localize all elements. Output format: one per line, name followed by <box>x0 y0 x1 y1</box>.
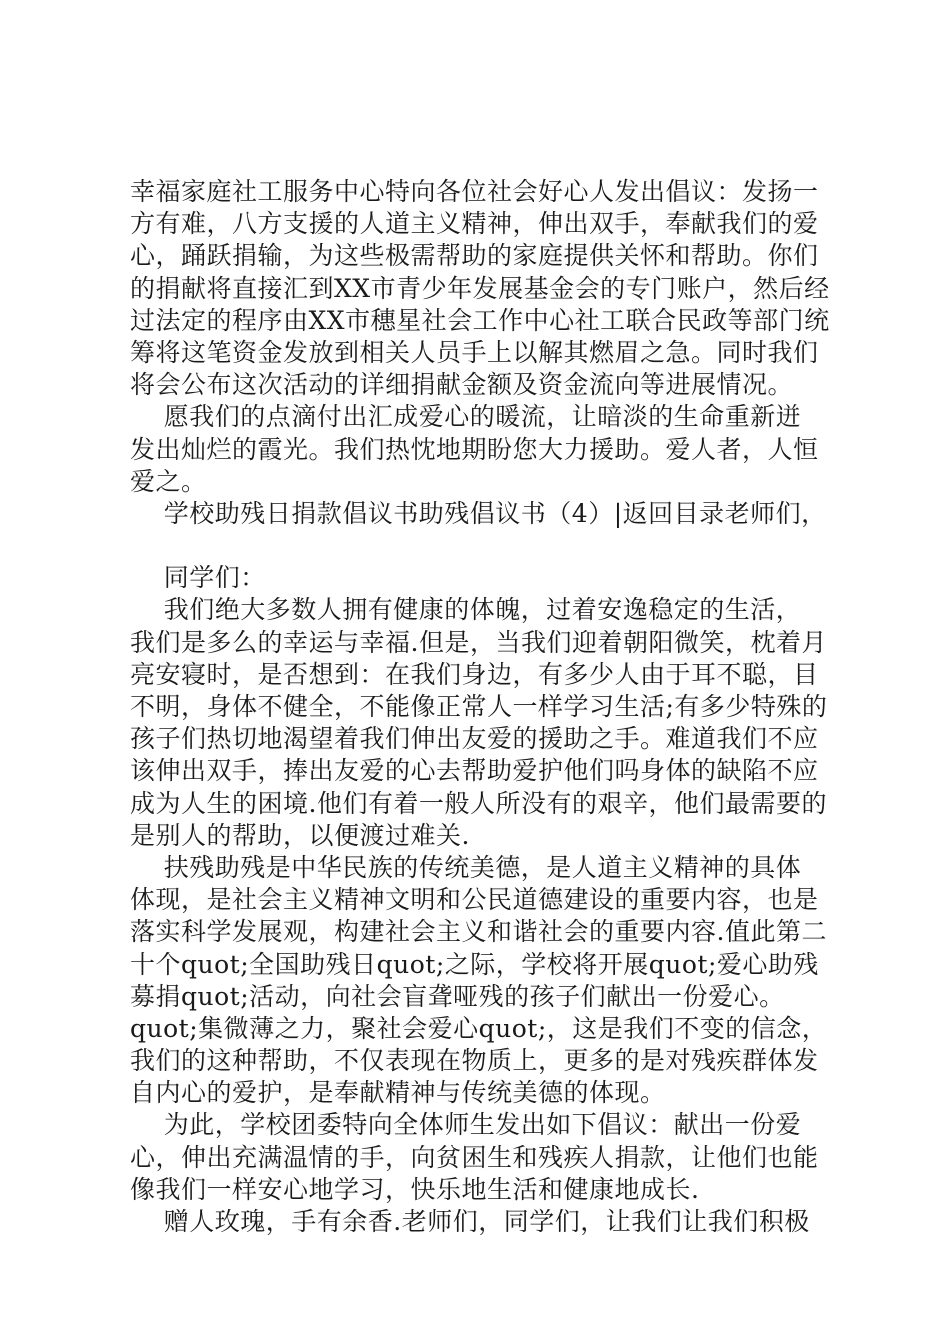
text-line: 过法定的程序由XX市穗星社会工作中心社工联合民政等部门统 <box>130 305 830 335</box>
text-line: 自内心的爱护，是奉献精神与传统美德的体现。 <box>130 1078 666 1108</box>
text-line: 愿我们的点滴付出汇成爱心的暖流，让暗淡的生命重新迸 <box>130 402 802 432</box>
text-line: 我们的这种帮助，不仅表现在物质上，更多的是对残疾群体发 <box>130 1046 819 1076</box>
text-line: 孩子们热切地渴望着我们伸出友爱的援助之手。难道我们不应 <box>130 724 819 754</box>
text-line: 落实科学发展观，构建社会主义和谐社会的重要内容.值此第二 <box>130 917 827 947</box>
text-line: 扶残助残是中华民族的传统美德，是人道主义精神的具体 <box>130 852 802 882</box>
text-line: 成为人生的困境.他们有着一般人所没有的艰辛，他们最需要的 <box>130 788 827 818</box>
text-line: 的捐献将直接汇到XX市青少年发展基金会的专门账户，然后经 <box>130 273 830 303</box>
text-line: 方有难，八方支援的人道主义精神，伸出双手，奉献我们的爱 <box>130 209 819 239</box>
text-line: 幸福家庭社工服务中心特向各位社会好心人发出倡议：发扬一 <box>130 177 819 206</box>
text-line: 十个quot;全国助残日quot;之际，学校将开展quot;爱心助残 <box>130 949 819 979</box>
text-line: 亮安寝时，是否想到：在我们身边，有多少人由于耳不聪，目 <box>130 659 819 689</box>
text-line: 该伸出双手，捧出友爱的心去帮助爱护他们吗身体的缺陷不应 <box>130 756 819 786</box>
text-line: 发出灿烂的霞光。我们热忱地期盼您大力援助。爱人者，人恒 <box>130 434 819 464</box>
text-line: 赠人玫瑰，手有余香.老师们，同学们，让我们让我们积极 <box>130 1207 810 1236</box>
text-line: 募捐quot;活动，向社会盲聋哑残的孩子们献出一份爱心。 <box>130 981 785 1011</box>
salutation-line: 同学们： <box>130 563 266 593</box>
text-line: 将会公布这次活动的详细捐献金额及资金流向等进展情况。 <box>130 370 794 400</box>
section-heading-line: 学校助残日捐款倡议书助残倡议书（4）|返回目录老师们， <box>130 498 827 528</box>
blank-line <box>130 530 830 562</box>
text-line: 爱之。 <box>130 466 207 496</box>
text-line: 像我们一样安心地学习，快乐地生活和健康地成长. <box>130 1174 700 1204</box>
text-line: 心，踊跃捐输，为这些极需帮助的家庭提供关怀和帮助。你们 <box>130 241 819 271</box>
text-line: 心，伸出充满温情的手，向贫困生和残疾人捐款，让他们也能 <box>130 1142 819 1172</box>
text-line: 是别人的帮助，以便渡过难关. <box>130 820 470 850</box>
text-line: 不明，身体不健全，不能像正常人一样学习生活;有多少特殊的 <box>130 692 828 721</box>
text-line: 为此，学校团委特向全体师生发出如下倡议：献出一份爱 <box>130 1110 802 1140</box>
text-line: 筹将这笔资金发放到相关人员手上以解其燃眉之急。同时我们 <box>130 337 819 367</box>
text-line: 体现，是社会主义精神文明和公民道德建设的重要内容，也是 <box>130 885 819 915</box>
text-line: 我们绝大多数人拥有健康的体魄，过着安逸稳定的生活， <box>130 595 802 625</box>
document-body <box>130 176 830 1238</box>
text-line: 我们是多么的幸运与幸福.但是，当我们迎着朝阳微笑，枕着月 <box>130 627 827 657</box>
text-line: quot;集微薄之力，聚社会爱心quot;，这是我们不变的信念， <box>130 1013 828 1043</box>
